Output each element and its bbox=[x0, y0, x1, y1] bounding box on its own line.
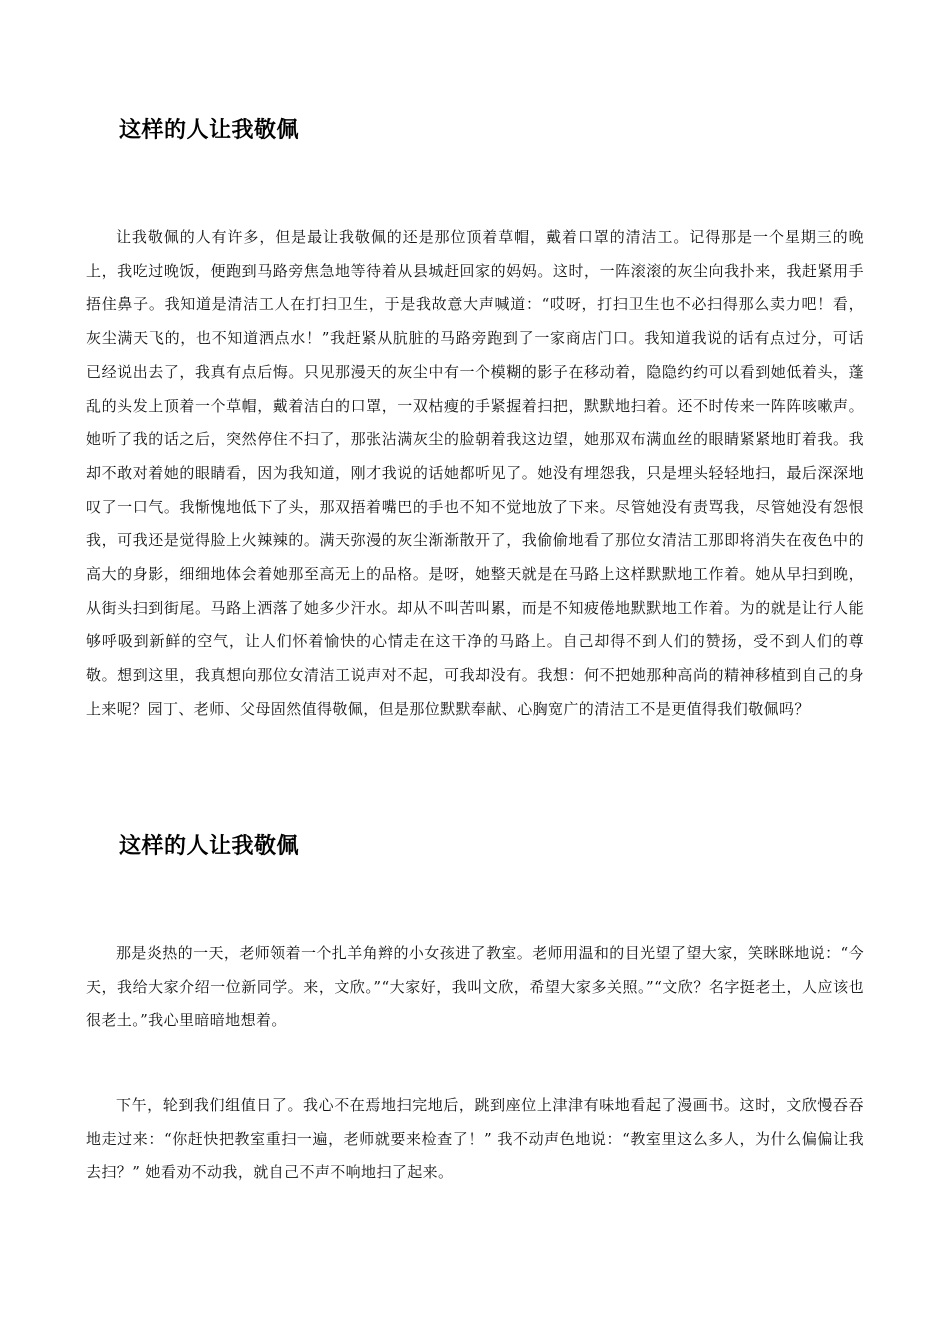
article-2-paragraph-1: 那是炎热的一天，老师领着一个扎羊角辫的小女孩进了教室。老师用温和的目光望了望大家，笑眯眯地说：“今天，我给大家介绍一位新同学。来，文欣。”“大家好，我叫文欣，希望大家多关照。”“文欣？名字挺老土，人应该也很老土。”我心里暗暗地想着。 bbox=[86, 944, 864, 1030]
article-2-paragraph-2: 下午，轮到我们组值日了。我心不在焉地扫完地后，跳到座位上津津有味地看起了漫画书。这时，文欣慢吞吞地走过来：“你赶快把教室重扫一遍，老师就要来检查了！” 我不动声色地说：“教室里这么多人，为什么偏偏让我去扫？” 她看劝不动我，就自己不声不响地扫了起来。 bbox=[86, 1096, 864, 1182]
article-1-title: 这样的人让我敬佩 bbox=[119, 118, 300, 143]
article-1-paragraph-1: 让我敬佩的人有许多，但是最让我敬佩的还是那位顶着草帽，戴着口罩的清洁工。记得那是一个星期三的晚上，我吃过晚饭，便跑到马路旁焦急地等待着从县城赶回家的妈妈。这时，一阵滚滚的灰尘向我扑来，我赶紧用手捂住鼻子。我知道是清洁工人在打扫卫生，于是我故意大声喊道：“哎呀，打扫卫生也不必扫得那么卖力吧！看，灰尘满天飞的，也不知道洒点水！”我赶紧从肮脏的马路旁跑到了一家商店门口。我知道我说的话有点过分，可话已经说出去了，我真有点后悔。只见那漫天的灰尘中有一个模糊的影子在移动着，隐隐约约可以看到她低着头，蓬乱的头发上顶着一个草帽，戴着洁白的口罩，一双枯瘦的手紧握着扫把，默默地扫着。还不时传来一阵阵咳嗽声。她听了我的话之后，突然停住不扫了，那张沾满灰尘的脸朝着我这边望，她那双布满血丝的眼睛紧紧地盯着我。我却不敢对着她的眼睛看，因为我知道，刚才我说的话她都听见了。她没有埋怨我，只是埋头轻轻地扫，最后深深地叹了一口气。我惭愧地低下了头，那双捂着嘴巴的手也不知不觉地放了下来。尽管她没有责骂我，尽管她没有怨恨我，可我还是觉得脸上火辣辣的。满天弥漫的灰尘渐渐散开了，我偷偷地看了那位女清洁工那即将消失在夜色中的高大的身影，细细地体会着她那至高无上的品格。是呀，她整天就是在马路上这样默默地工作着。她从早扫到晚，从街头扫到街尾。马路上洒落了她多少汗水。却从不叫苦叫累，而是不知疲倦地默默地工作着。为的就是让行人能够呼吸到新鲜的空气，让人们怀着愉快的心情走在这干净的马路上。自己却得不到人们的赞扬，受不到人们的尊敬。想到这里，我真想向那位女清洁工说声对不起，可我却没有。我想：何不把她那种高尚的精神移植到自己的身上来呢？园丁、老师、父母固然值得敬佩，但是那位默默奉献、心胸宽广的清洁工不是更值得我们敬佩吗？ bbox=[86, 228, 864, 718]
article-2-title: 这样的人让我敬佩 bbox=[119, 834, 300, 859]
